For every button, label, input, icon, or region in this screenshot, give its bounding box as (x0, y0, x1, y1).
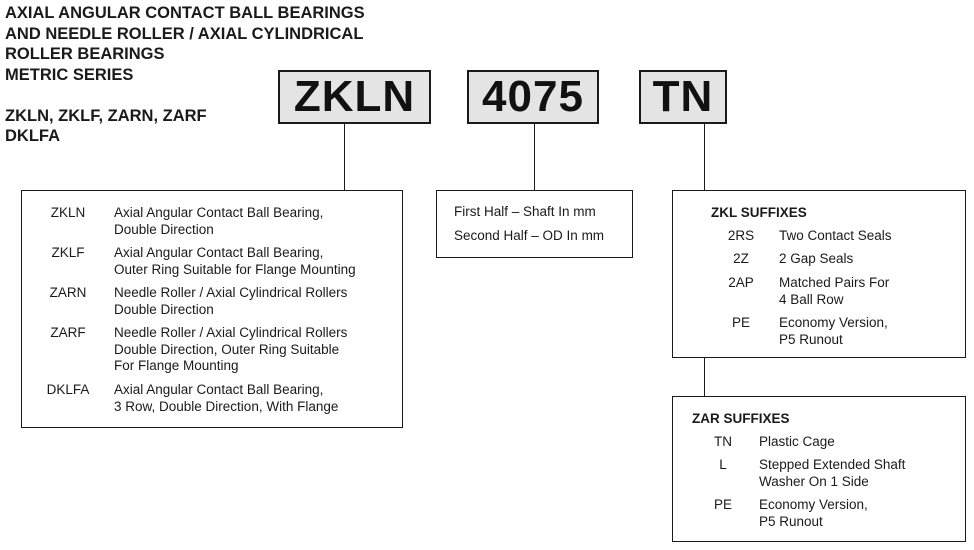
size-connector-line (534, 124, 535, 191)
description-line: 3 Row, Double Direction, With Flange (114, 398, 339, 414)
suffix-description (759, 457, 905, 490)
suffix-code: L (719, 457, 727, 472)
title-line: AND NEEDLE ROLLER / AXIAL CYLINDRICAL (5, 24, 364, 43)
size-description-line: Second Half – OD In mm (454, 228, 605, 243)
suffix-code: 2RS (727, 228, 755, 243)
size-description-box (436, 190, 633, 258)
series-code-box: ZKLN (278, 70, 431, 124)
suffix-description (779, 315, 888, 348)
title-line: AXIAL ANGULAR CONTACT BALL BEARINGS (5, 4, 365, 22)
description-line: Economy Version, (779, 315, 888, 330)
subtitle-line: DKLFA (5, 127, 60, 145)
description-line: Washer On 1 Side (759, 473, 869, 489)
description-line: Outer Ring Suitable for Flange Mounting (114, 261, 356, 277)
description-line: Plastic Cage (759, 434, 835, 449)
description-line: Axial Angular Contact Ball Bearing, (114, 205, 324, 220)
suffix-code: 2Z (733, 251, 749, 266)
size-code-box: 4075 (467, 70, 599, 124)
series-connector-line (344, 124, 345, 191)
suffix-description (779, 275, 889, 308)
zar-suffixes-box (672, 396, 966, 542)
zar-suffixes-heading: ZAR SUFFIXES (692, 411, 790, 426)
suffix-description (759, 434, 835, 451)
series-code: ZKLF (51, 245, 85, 260)
description-line: P5 Runout (779, 331, 843, 347)
series-description (114, 205, 323, 238)
description-line: Double Direction (114, 301, 214, 317)
description-line: Stepped Extended Shaft (759, 457, 906, 472)
description-line: Axial Angular Contact Ball Bearing, (114, 382, 324, 397)
suffix-description (779, 228, 892, 245)
series-description (114, 285, 347, 318)
description-line: Axial Angular Contact Ball Bearing, (114, 245, 324, 260)
description-line: Double Direction (114, 221, 214, 237)
description-line: Needle Roller / Axial Cylindrical Rollers (114, 285, 348, 300)
title-line: METRIC SERIES (5, 65, 134, 84)
subtitle-line: ZKLN, ZKLF, ZARN, ZARF (5, 107, 207, 125)
zkl-to-zar-connector-line (704, 357, 705, 397)
series-code: DKLFA (46, 382, 90, 397)
description-line: Economy Version, (759, 497, 868, 512)
zkl-suffixes-box (672, 190, 966, 358)
series-description (114, 382, 338, 415)
series-description-box (21, 190, 403, 428)
suffix-code: PE (713, 497, 732, 512)
series-description (114, 245, 356, 278)
series-code: ZARN (49, 285, 87, 300)
size-description-line: First Half – Shaft In mm (454, 204, 596, 219)
suffix-description (759, 497, 868, 530)
title-line: ROLLER BEARINGS (5, 45, 165, 63)
description-line: 4 Ball Row (779, 291, 844, 307)
suffix-connector-line (704, 124, 705, 191)
zkl-suffixes-heading: ZKL SUFFIXES (711, 205, 807, 220)
suffix-code: TN (714, 434, 732, 449)
description-line: Double Direction, Outer Ring Suitable (114, 341, 340, 357)
series-code: ZKLN (50, 205, 86, 220)
suffix-code: 2AP (728, 275, 754, 290)
series-description (114, 325, 347, 375)
series-list-subtitle (5, 106, 207, 146)
description-line: Two Contact Seals (779, 228, 892, 243)
description-line: P5 Runout (759, 513, 823, 529)
series-code: ZARF (50, 325, 86, 340)
description-line: 2 Gap Seals (779, 251, 854, 266)
description-line: Needle Roller / Axial Cylindrical Rollers (114, 325, 348, 340)
suffix-description (779, 251, 853, 268)
suffix-code-box: TN (639, 70, 727, 124)
suffix-code: PE (731, 315, 750, 330)
description-line: For Flange Mounting (114, 358, 239, 373)
description-line: Matched Pairs For (779, 275, 890, 290)
